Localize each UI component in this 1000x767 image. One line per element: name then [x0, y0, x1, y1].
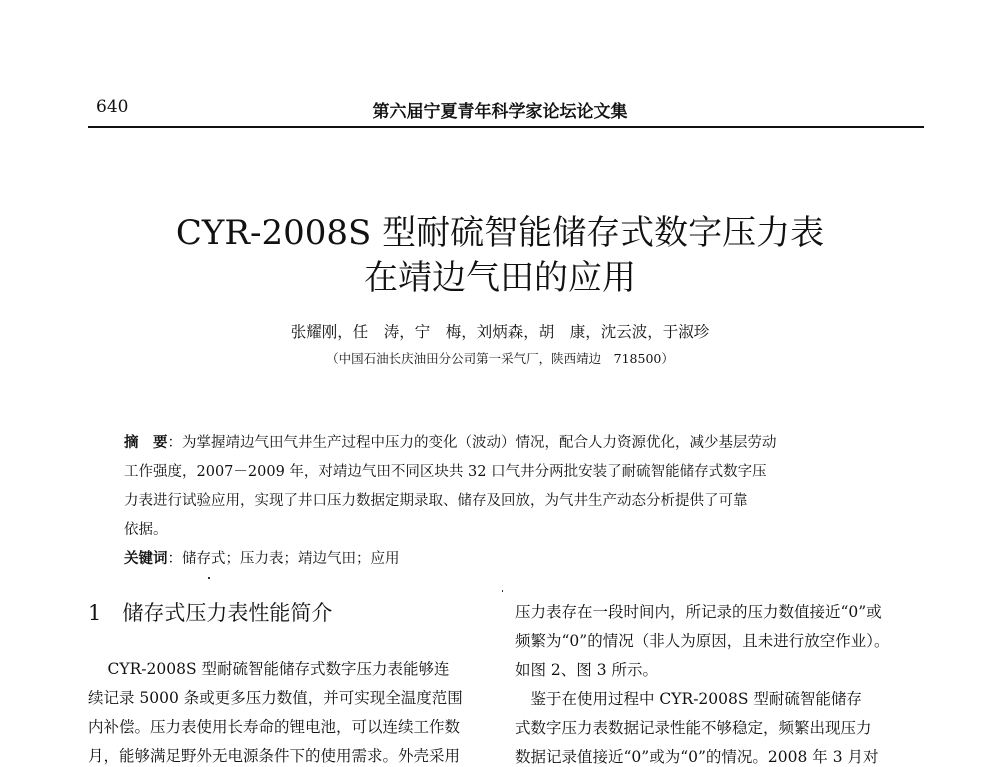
abstract-line-1 [124, 431, 777, 452]
author-list: 张耀刚，任 涛，宁 梅，刘炳森，胡 康，沈云波，于淑珍 [290, 323, 710, 341]
abstract-line-3: 力表进行试验应用，实现了井口压力数据定期录取、储存及回放，为气井生产动态分析提供了可靠 [124, 493, 748, 509]
keywords-text: ：储存式；压力表；靖边气田；应用 [167, 551, 400, 567]
keywords-label: 关键词 [124, 550, 168, 567]
right-col-line-4: 鉴于在使用过程中 CYR-2008S 型耐硫智能储存 [515, 690, 862, 708]
right-col-line-1: 压力表存在一段时间内，所记录的压力数值接近“0”或 [515, 603, 882, 621]
affiliation: （中国石油长庆油田分公司第一采气厂，陕西靖边 718500） [326, 351, 674, 366]
abstract-text-1: ：为掌握靖边气田气井生产过程中压力的变化（波动）情况，配合人力资源优化，减少基层劳动 [167, 435, 777, 451]
right-col-line-3: 如图 2、图 3 所示。 [515, 661, 659, 679]
abstract-line-4: 依据。 [124, 522, 168, 538]
section-heading: 1 储存式压力表性能简介 [88, 601, 333, 625]
scan-speck [208, 577, 210, 579]
left-col-line-2: 续记录 5000 条或更多压力数值，并可实现全温度范围 [88, 689, 463, 707]
left-col-line-1: CYR-2008S 型耐硫智能储存式数字压力表能够连 [92, 660, 450, 678]
keywords-line [124, 547, 400, 568]
left-col-line-4: 月，能够满足野外无电源条件下的使用需求。外壳采用 [88, 747, 461, 765]
article-title-line-1: CYR-2008S 型耐硫智能储存式数字压力表 [175, 213, 825, 253]
left-col-line-3: 内补偿。压力表使用长寿命的锂电池，可以连续工作数 [88, 718, 461, 736]
abstract-line-2: 工作强度，2007－2009 年，对靖边气田不同区块共 32 口气井分两批安装了耐硫智能储存式数字压 [124, 464, 767, 480]
article-title-line-2: 在靖边气田的应用 [364, 258, 636, 298]
header-rule [88, 126, 924, 128]
page-number: 640 [96, 97, 129, 117]
right-col-line-5: 式数字压力表数据记录性能不够稳定，频繁出现压力 [515, 719, 872, 737]
right-col-line-6: 数据记录值接近“0”或为“0”的情况。2008 年 3 月对 [515, 748, 879, 766]
scan-speck [502, 590, 503, 592]
journal-title: 第六届宁夏青年科学家论坛论文集 [372, 102, 628, 122]
abstract-label: 摘 要 [124, 434, 168, 451]
right-col-line-2: 频繁为“0”的情况（非人为原因，且未进行放空作业）。 [515, 632, 890, 650]
